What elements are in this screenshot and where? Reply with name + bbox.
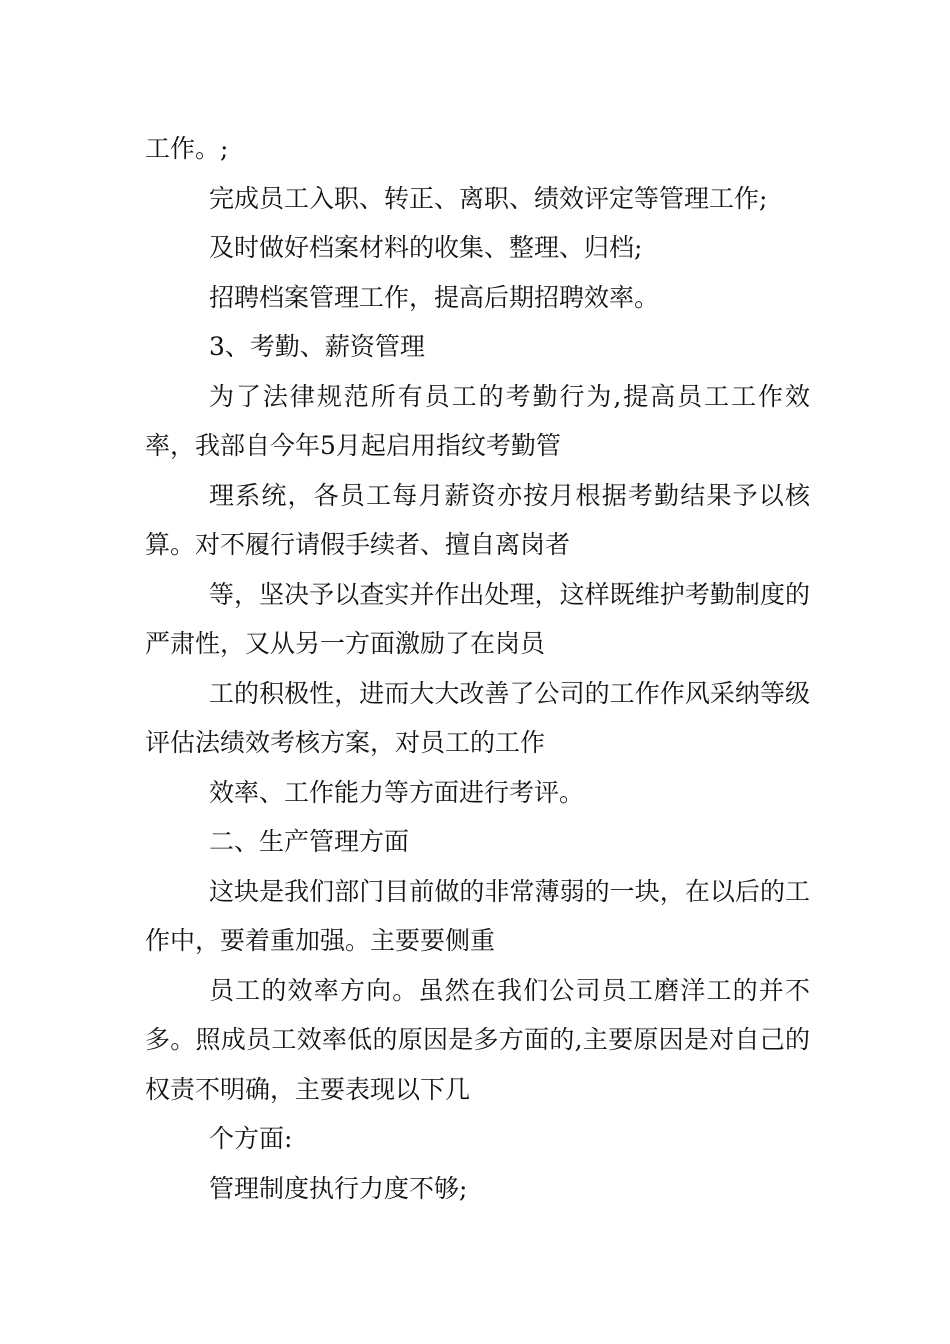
- section-heading-production: 二、生产管理方面: [209, 827, 410, 856]
- paragraph-15: 管理制度执行力度不够;: [209, 1173, 468, 1203]
- paragraph-10: 效率、工作能力等方面进行考评。: [209, 777, 585, 807]
- paragraph-4: 招聘档案管理工作，提高后期招聘效率。: [209, 282, 660, 312]
- paragraph-7: 理系统，各员工每月薪资亦按月根据考勤结果予以核算。对不履行请假手续者、擅自离岗者: [145, 480, 810, 559]
- paragraph-1: 工作。;: [145, 134, 229, 163]
- paragraph-13: 员工的效率方向。虽然在我们公司员工磨洋工的并不多。照成员工效率低的原因是多方面的,主要原因是对自己的权责不明确，主要表现以下几: [145, 975, 810, 1104]
- paragraph-8: 等，坚决予以查实并作出处理，这样既维护考勤制度的严肃性，又从另一方面激励了在岗员: [145, 579, 810, 658]
- document-body: [145, 124, 810, 1213]
- paragraph-14: 个方面:: [209, 1124, 293, 1153]
- paragraph-6: 为了法律规范所有员工的考勤行为,提高员工工作效率，我部自今年5月起启用指纹考勤管: [145, 381, 810, 460]
- paragraph-12: 这块是我们部门目前做的非常薄弱的一块，在以后的工作中，要着重加强。主要要侧重: [145, 876, 810, 955]
- section-heading-attendance: 3、考勤、薪资管理: [209, 332, 425, 361]
- paragraph-9: 工的积极性，进而大大改善了公司的工作作风采纳等级评估法绩效考核方案，对员工的工作: [145, 678, 810, 757]
- paragraph-2: 完成员工入职、转正、离职、绩效评定等管理工作;: [209, 183, 768, 213]
- paragraph-3: 及时做好档案材料的收集、整理、归档;: [209, 233, 643, 262]
